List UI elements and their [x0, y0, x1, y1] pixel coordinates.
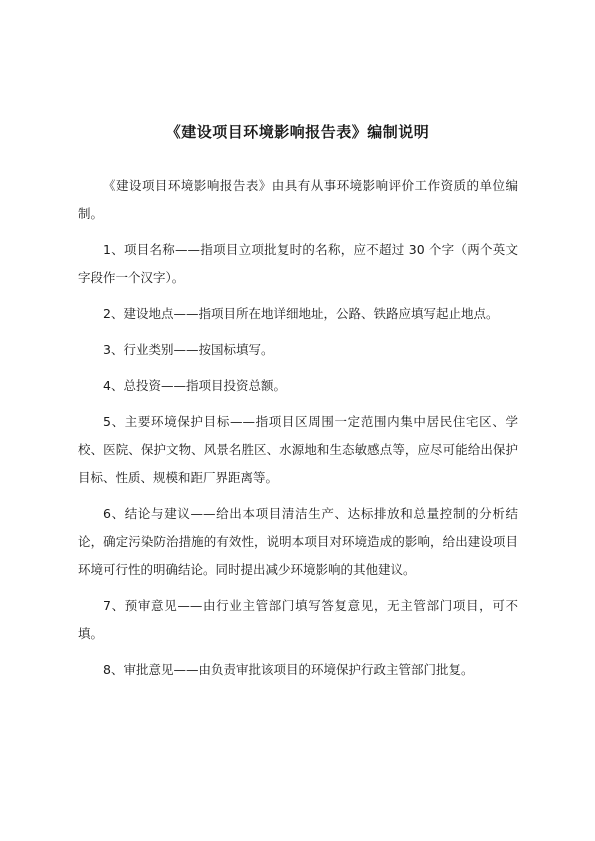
- intro-paragraph: 《建设项目环境影响报告表》由具有从事环境影响评价工作资质的单位编制。: [78, 178, 518, 221]
- page-title: 《建设项目环境影响报告表》编制说明: [165, 123, 430, 141]
- item-total-investment: 4、总投资——指项目投资总额。: [103, 378, 286, 393]
- item-industry-category: 3、行业类别——按国标填写。: [103, 342, 274, 357]
- item-construction-location: 2、建设地点——指项目所在地详细地址，公路、铁路应填写起止地点。: [103, 306, 499, 321]
- item-protection-targets: 5、主要环境保护目标——指项目区周围一定范围内集中居民住宅区、学校、医院、保护文物、风景名胜区、水源地和生态敏感点等，应尽可能给出保护目标、性质、规模和距厂界距离等。: [78, 414, 518, 485]
- item-approval-opinion: 8、审批意见——由负责审批该项目的环境保护行政主管部门批复。: [103, 662, 474, 677]
- document-body: [78, 172, 518, 692]
- item-project-name: 1、项目名称——指项目立项批复时的名称，应不超过 30 个字（两个英文字段作一个汉字）。: [78, 242, 518, 285]
- item-pre-review-opinion: 7、预审意见——由行业主管部门填写答复意见，无主管部门项目，可不填。: [78, 598, 518, 641]
- item-conclusions: 6、结论与建议——给出本项目清洁生产、达标排放和总量控制的分析结论，确定污染防治措施的有效性，说明本项目对环境造成的影响，给出建设项目环境可行性的明确结论。同时提出减少环境影响的其他建议。: [78, 506, 518, 577]
